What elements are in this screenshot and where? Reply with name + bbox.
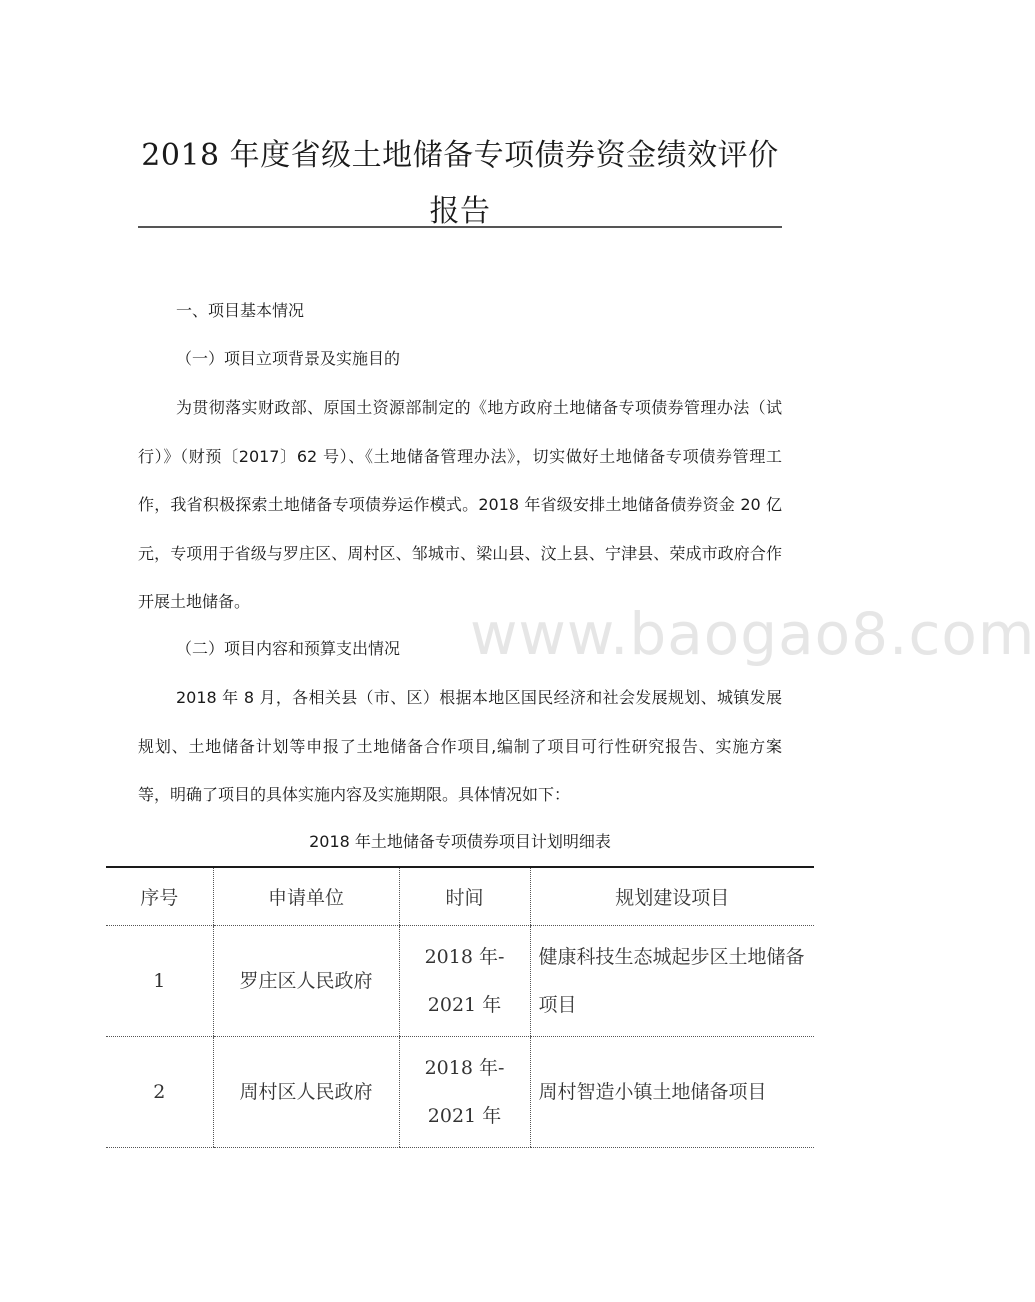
cell-unit: 周村区人民政府: [213, 1036, 399, 1147]
title-underline: [138, 226, 782, 228]
project-plan-table: [106, 866, 814, 1148]
document-title: 2018 年度省级土地储备专项债券资金绩效评价报告: [141, 138, 779, 229]
header-no: 序号: [106, 867, 213, 925]
cell-time-end: 2021 年: [427, 1104, 502, 1127]
subsection-heading-background: （一）项目立项背景及实施目的: [176, 349, 401, 368]
paragraph-background: 为贯彻落实财政部、原国土资源部制定的《地方政府土地储备专项债券管理办法（试行）》（财预〔2017〕62 号）、《土地储备管理办法》，切实做好土地储备专项债券管理工作，我省积极探索土地储备专项债券运作模式。2018 年省级安排土地储备债券资金 20 亿元，专项用于省级与罗庄区、周村区、邹城市、梁山县、汶上县、宁津县、荣成市政府合作开展土地储备。: [138, 398, 782, 611]
cell-no: 1: [106, 925, 213, 1036]
cell-time: [399, 1036, 530, 1147]
cell-time-start: 2018 年-: [424, 1056, 505, 1079]
paragraph-content-budget: 2018 年 8 月，各相关县（市、区）根据本地区国民经济和社会发展规划、城镇发展规划、土地储备计划等申报了土地储备合作项目,编制了项目可行性研究报告、实施方案等，明确了项目的具体实施内容及实施期限。具体情况如下：: [138, 688, 782, 804]
cell-no: 2: [106, 1036, 213, 1147]
table-row: [106, 925, 814, 1036]
cell-project: 健康科技生态城起步区土地储备项目: [530, 925, 814, 1036]
header-unit: 申请单位: [213, 867, 399, 925]
cell-project: 周村智造小镇土地储备项目: [530, 1036, 814, 1147]
table-header-row: [106, 867, 814, 925]
cell-time: [399, 925, 530, 1036]
cell-time-end: 2021 年: [427, 993, 502, 1016]
cell-time-start: 2018 年-: [424, 945, 505, 968]
table-row: [106, 1036, 814, 1147]
watermark: www.baogao8.com: [470, 600, 1035, 668]
section-heading-basic-info: 一、项目基本情况: [176, 301, 305, 320]
header-project: 规划建设项目: [530, 867, 814, 925]
cell-unit: 罗庄区人民政府: [213, 925, 399, 1036]
table-caption: 2018 年土地储备专项债券项目计划明细表: [309, 832, 611, 851]
header-time: 时间: [399, 867, 530, 925]
subsection-heading-content-budget: （二）项目内容和预算支出情况: [176, 639, 401, 658]
